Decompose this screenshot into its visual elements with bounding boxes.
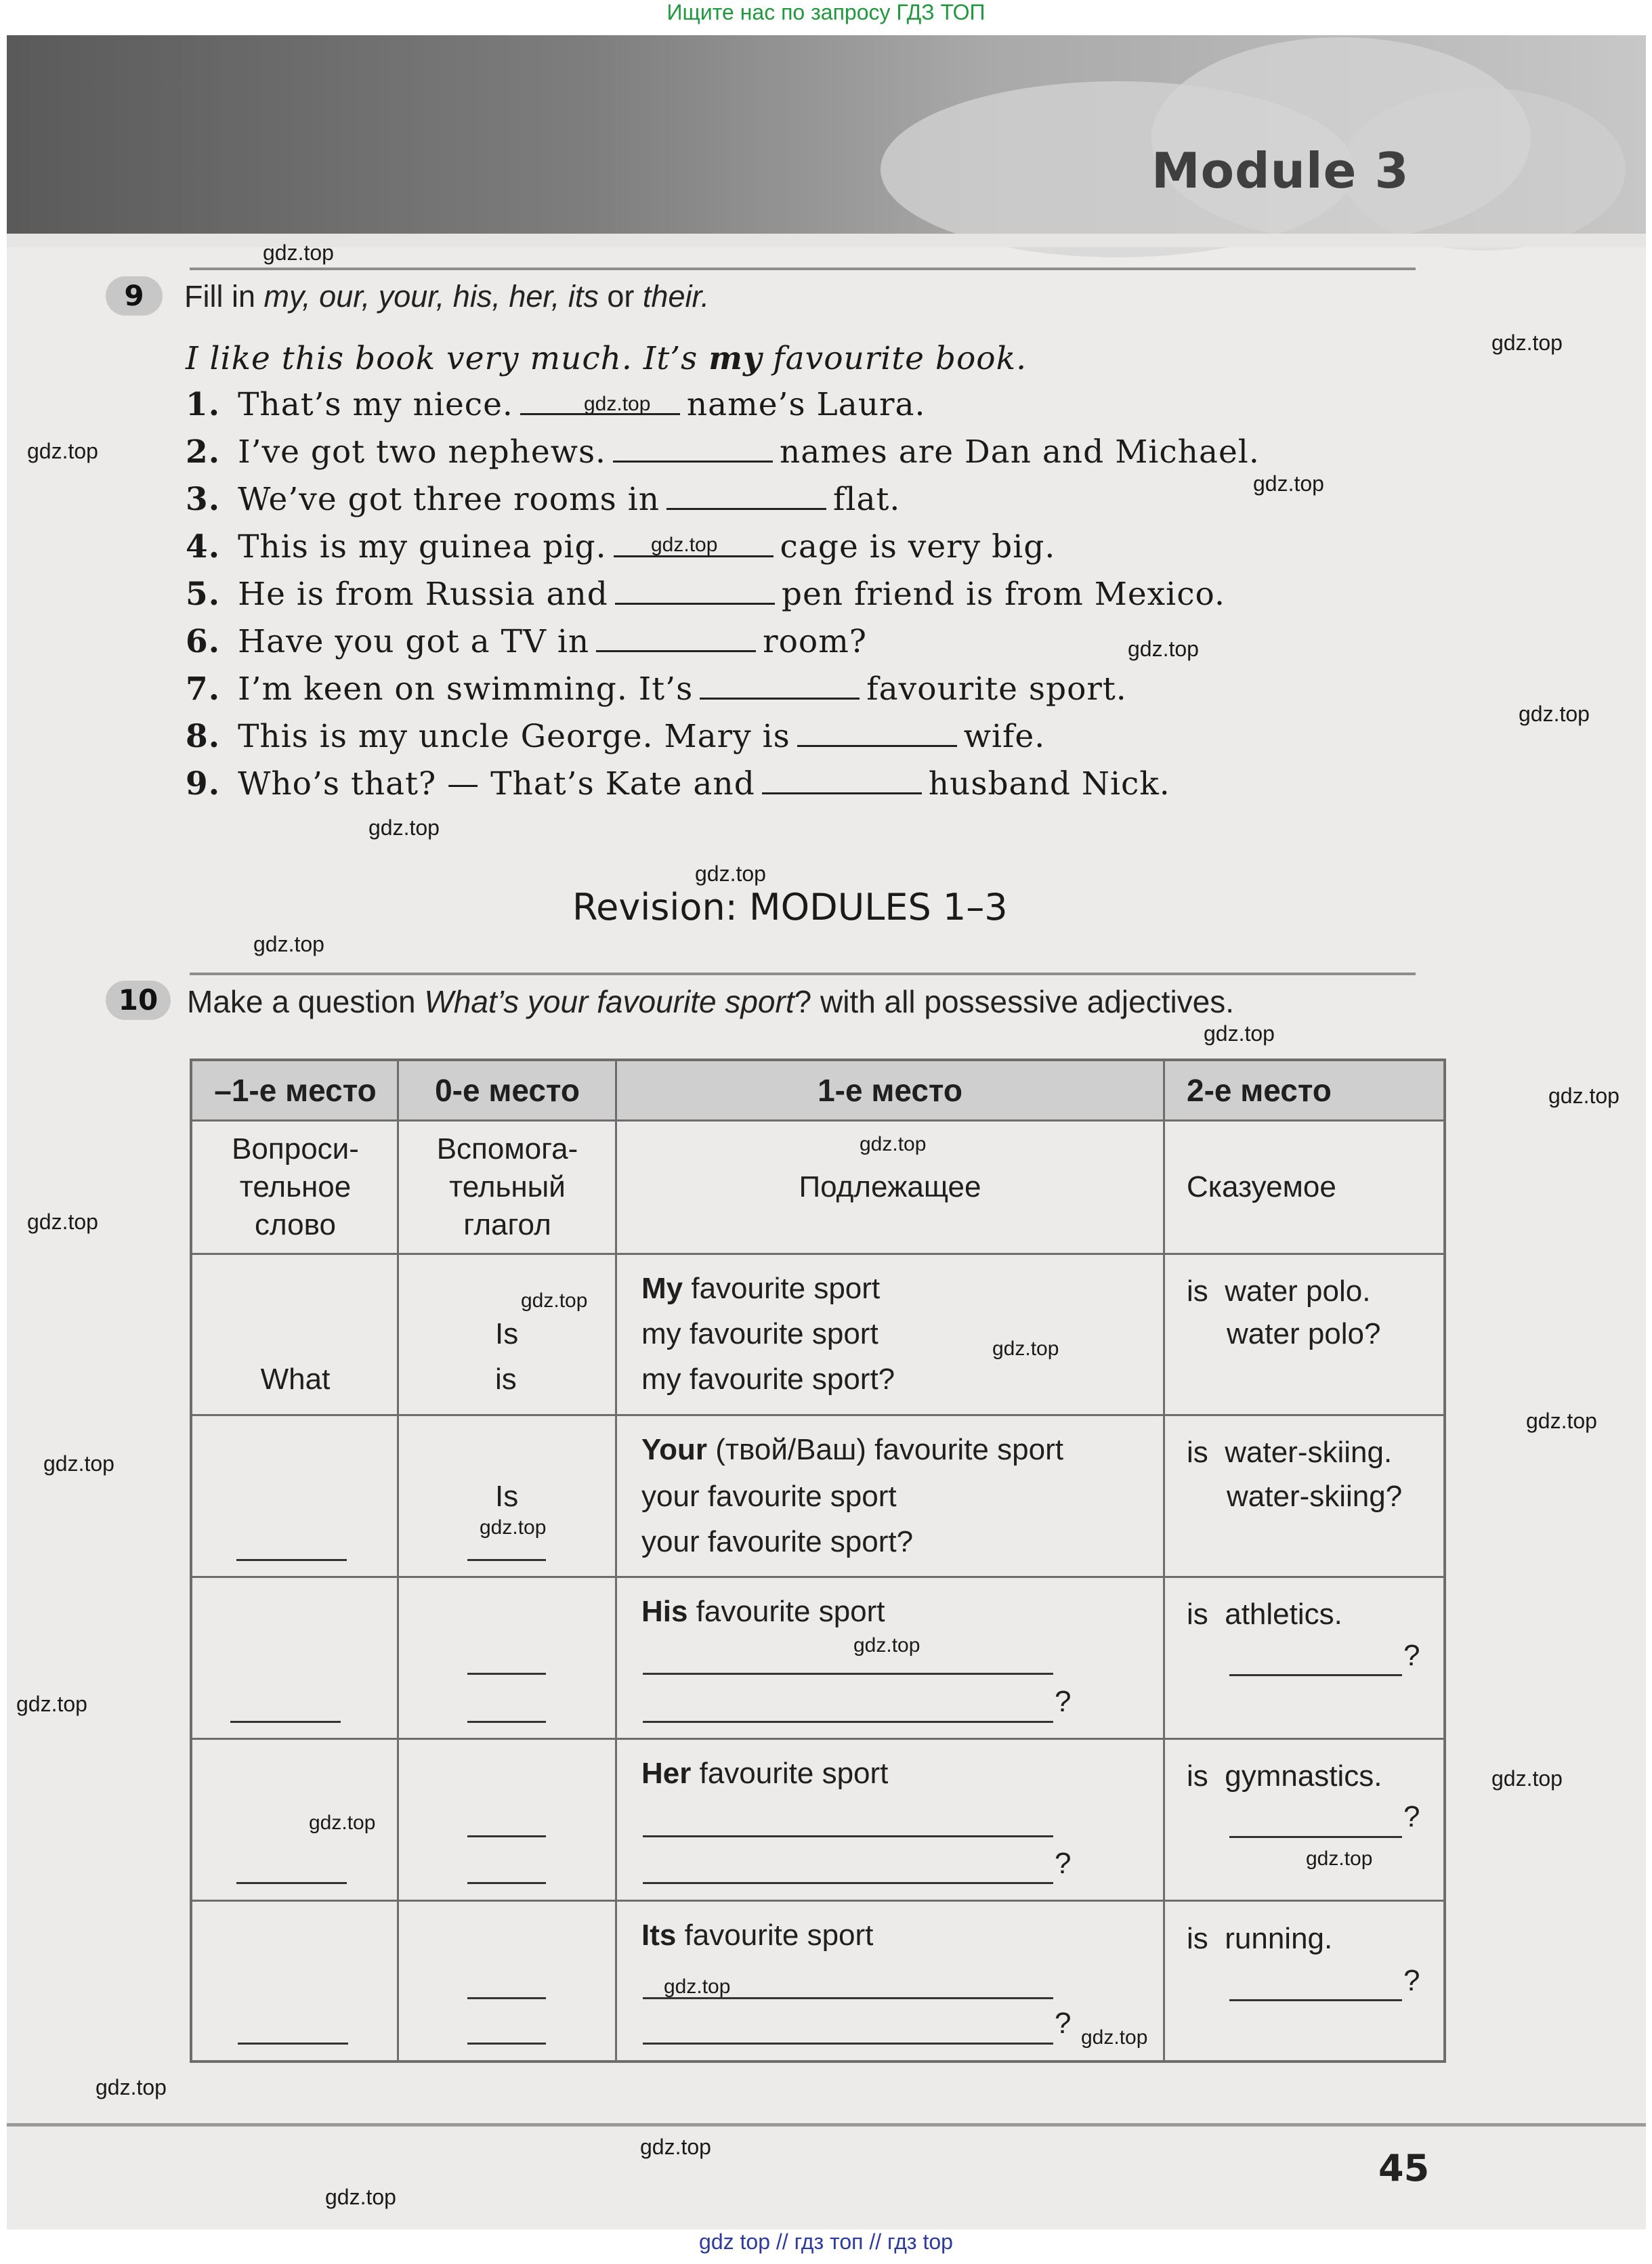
answer-blank[interactable]	[797, 718, 957, 747]
table-row-divider	[191, 1900, 1445, 1902]
watermark: gdz.top	[1081, 2026, 1148, 2049]
subject-line: your favourite sport	[641, 1480, 897, 1513]
item-text-before: This is my uncle George. Mary is	[238, 718, 790, 755]
item-text-before: Who’s that? — That’s Kate and	[238, 765, 755, 803]
answer-blank[interactable]	[643, 1835, 1053, 1837]
answer-blank[interactable]	[467, 1835, 546, 1837]
question-mark: ?	[1403, 1964, 1420, 1997]
table-row-divider	[191, 1119, 1445, 1122]
item-text-before: We’ve got three rooms in	[238, 481, 660, 518]
watermark: gdz.top	[1204, 1021, 1275, 1046]
answer-blank[interactable]	[666, 481, 826, 510]
watermark: gdz.top	[860, 1133, 927, 1155]
table-row-divider	[191, 1576, 1445, 1578]
question-word: What	[260, 1363, 331, 1396]
banner-bottom-edge	[7, 234, 1646, 247]
subject-line: My favourite sport	[641, 1272, 881, 1305]
subheader-line: тельное	[239, 1170, 352, 1203]
watermark: gdz.top	[1519, 702, 1590, 726]
divider	[190, 973, 1416, 975]
item-number: 9.	[186, 765, 221, 803]
item-number: 3.	[186, 481, 221, 518]
watermark: gdz.top	[1548, 1084, 1619, 1108]
watermark: gdz.top	[263, 240, 334, 265]
question-mark: ?	[1055, 2007, 1072, 2040]
subheader-predicate: Сказуемое	[1187, 1170, 1336, 1203]
item-number: 5.	[186, 576, 221, 613]
exercise-9-item	[186, 623, 867, 660]
table-row-divider	[191, 1253, 1445, 1255]
item-text-before: Have you got a TV in	[238, 623, 590, 660]
answer-blank[interactable]	[467, 1673, 546, 1675]
exercise-9-item	[186, 718, 1045, 755]
answer-blank[interactable]	[467, 1997, 546, 1999]
item-text-before: This is my guinea pig.	[238, 528, 607, 565]
table-header-cell: 2-е место	[1187, 1073, 1332, 1108]
subheader-line: Вспомога-	[436, 1132, 578, 1166]
predicate-line: water-skiing?	[1227, 1480, 1403, 1513]
watermark: gdz.top	[1253, 471, 1324, 496]
exercise-9-example: I like this book very much. It’s my favourite book.	[186, 340, 1028, 377]
table-column-divider	[1163, 1060, 1165, 2062]
item-text-before: I’m keen on swimming. It’s	[238, 670, 694, 708]
table-header-cell: –1-е место	[214, 1073, 377, 1108]
watermark: gdz.top	[96, 2075, 167, 2099]
divider	[190, 268, 1416, 270]
item-text-after: flat.	[833, 481, 901, 518]
footer-rule	[7, 2123, 1646, 2127]
predicate-line: is athletics.	[1187, 1598, 1342, 1631]
module-title: Module 3	[1151, 142, 1410, 199]
item-text-before: He is from Russia and	[238, 576, 608, 613]
watermark: gdz.top	[480, 1516, 547, 1539]
watermark: gdz.top	[16, 1692, 87, 1716]
predicate-line: is gymnastics.	[1187, 1759, 1382, 1793]
subheader-line: слово	[255, 1208, 336, 1241]
watermark: gdz.top	[309, 1812, 376, 1834]
item-text-after: pen friend is from Mexico.	[781, 576, 1225, 613]
auxiliary-verb: Is	[495, 1317, 519, 1350]
auxiliary-verb: Is	[495, 1480, 519, 1513]
predicate-line: is running.	[1187, 1922, 1333, 1955]
subheader-line: тельный	[449, 1170, 566, 1203]
footer-link[interactable]: gdz top // гдз топ // гдз top	[699, 2229, 953, 2254]
watermark: gdz.top	[325, 2185, 396, 2209]
subject-line: His favourite sport	[641, 1595, 885, 1628]
answer-blank[interactable]	[1229, 1999, 1402, 2001]
page-number: 45	[1378, 2147, 1430, 2190]
watermark: gdz.top	[253, 932, 324, 956]
subject-line: Her favourite sport	[641, 1757, 889, 1790]
watermark: gdz.top	[651, 534, 718, 556]
answer-blank[interactable]	[700, 670, 860, 700]
exercise-9-item	[186, 576, 1225, 613]
subject-line: Its favourite sport	[641, 1919, 874, 1952]
predicate-line: is water polo.	[1187, 1275, 1371, 1308]
answer-blank[interactable]	[643, 1721, 1053, 1723]
watermark: gdz.top	[992, 1338, 1059, 1360]
watermark: gdz.top	[43, 1451, 114, 1476]
item-number: 2.	[186, 433, 221, 471]
answer-blank[interactable]	[467, 1721, 546, 1723]
question-mark: ?	[1055, 1685, 1072, 1718]
watermark: gdz.top	[27, 439, 98, 463]
table-row-divider	[191, 1414, 1445, 1416]
watermark: gdz.top	[368, 815, 440, 840]
item-text-after: wife.	[963, 718, 1046, 755]
watermark: gdz.top	[1306, 1847, 1373, 1870]
answer-blank[interactable]	[1229, 1836, 1402, 1838]
revision-title: Revision: MODULES 1–3	[572, 886, 1008, 928]
answer-blank[interactable]	[1229, 1674, 1402, 1676]
item-number: 1.	[186, 386, 221, 423]
answer-blank[interactable]	[762, 765, 922, 794]
item-text-after: room?	[763, 623, 867, 660]
table-header-cell: 1-е место	[818, 1073, 962, 1108]
auxiliary-verb: is	[495, 1363, 517, 1396]
answer-blank[interactable]	[467, 1882, 546, 1884]
exercise-9-instruction: Fill in my, our, your, his, her, its or their.	[184, 279, 710, 314]
item-text-before: That’s my niece.	[238, 386, 513, 423]
watermark: gdz.top	[664, 1975, 731, 1998]
item-text-after: favourite sport.	[866, 670, 1127, 708]
exercise-9-item	[186, 386, 925, 423]
exercise-9-item	[186, 670, 1127, 708]
watermark: gdz.top	[1491, 1766, 1563, 1791]
predicate-line: is water-skiing.	[1187, 1436, 1393, 1469]
item-text-after: cage is very big.	[780, 528, 1056, 565]
answer-blank[interactable]	[236, 1882, 347, 1884]
subheader-subject: Подлежащее	[799, 1170, 981, 1203]
answer-blank[interactable]	[643, 2043, 1053, 2045]
exercise-9-item	[186, 765, 1170, 803]
watermark: gdz.top	[1491, 330, 1563, 355]
item-number: 7.	[186, 670, 221, 708]
answer-blank[interactable]	[238, 2043, 348, 2045]
answer-blank[interactable]	[230, 1721, 341, 1723]
watermark: gdz.top	[584, 393, 651, 415]
subject-line: my favourite sport	[641, 1317, 878, 1350]
item-number: 6.	[186, 623, 221, 660]
watermark: gdz.top	[1128, 637, 1199, 661]
subject-line: your favourite sport?	[641, 1525, 914, 1558]
answer-blank[interactable]	[615, 576, 775, 605]
exercise-10-number: 10	[106, 981, 171, 1020]
item-number: 4.	[186, 528, 221, 565]
watermark: gdz.top	[640, 2135, 711, 2159]
table-header-cell: 0-е место	[435, 1073, 580, 1108]
question-mark: ?	[1403, 1800, 1420, 1833]
table-row-divider	[191, 1738, 1445, 1740]
question-mark: ?	[1403, 1639, 1420, 1672]
watermark: gdz.top	[853, 1634, 920, 1657]
exercise-9-item	[186, 433, 1260, 471]
subject-line: Your (твой/Ваш) favourite sport	[641, 1433, 1063, 1466]
answer-blank[interactable]	[467, 2043, 546, 2045]
exercise-9-item	[186, 481, 900, 518]
watermark: gdz.top	[1526, 1409, 1597, 1433]
answer-blank[interactable]	[596, 623, 756, 652]
item-text-after: name’s Laura.	[686, 386, 926, 423]
exercise-9-item	[186, 528, 1055, 565]
question-mark: ?	[1055, 1847, 1072, 1880]
item-text-after: names are Dan and Michael.	[780, 433, 1260, 471]
answer-blank[interactable]	[467, 1559, 546, 1561]
predicate-line: water polo?	[1227, 1317, 1381, 1350]
subheader-line: Вопроси-	[232, 1132, 359, 1166]
subject-line: my favourite sport?	[641, 1363, 895, 1396]
watermark: gdz.top	[695, 861, 766, 886]
answer-blank[interactable]	[643, 1673, 1053, 1675]
answer-blank[interactable]	[236, 1559, 347, 1561]
watermark: gdz.top	[27, 1210, 98, 1234]
watermark: gdz.top	[521, 1289, 588, 1312]
answer-blank[interactable]	[613, 433, 773, 463]
header-link[interactable]: Ищите нас по запросу ГДЗ ТОП	[666, 0, 986, 24]
item-text-before: I’ve got two nephews.	[238, 433, 606, 471]
exercise-10-instruction: Make a question What’s your favourite sport? with all possessive adjectives.	[187, 984, 1235, 1019]
item-text-after: husband Nick.	[928, 765, 1170, 803]
exercise-9-number: 9	[106, 276, 163, 316]
item-number: 8.	[186, 718, 221, 755]
subheader-line: глагол	[463, 1208, 551, 1241]
answer-blank[interactable]	[643, 1882, 1053, 1884]
